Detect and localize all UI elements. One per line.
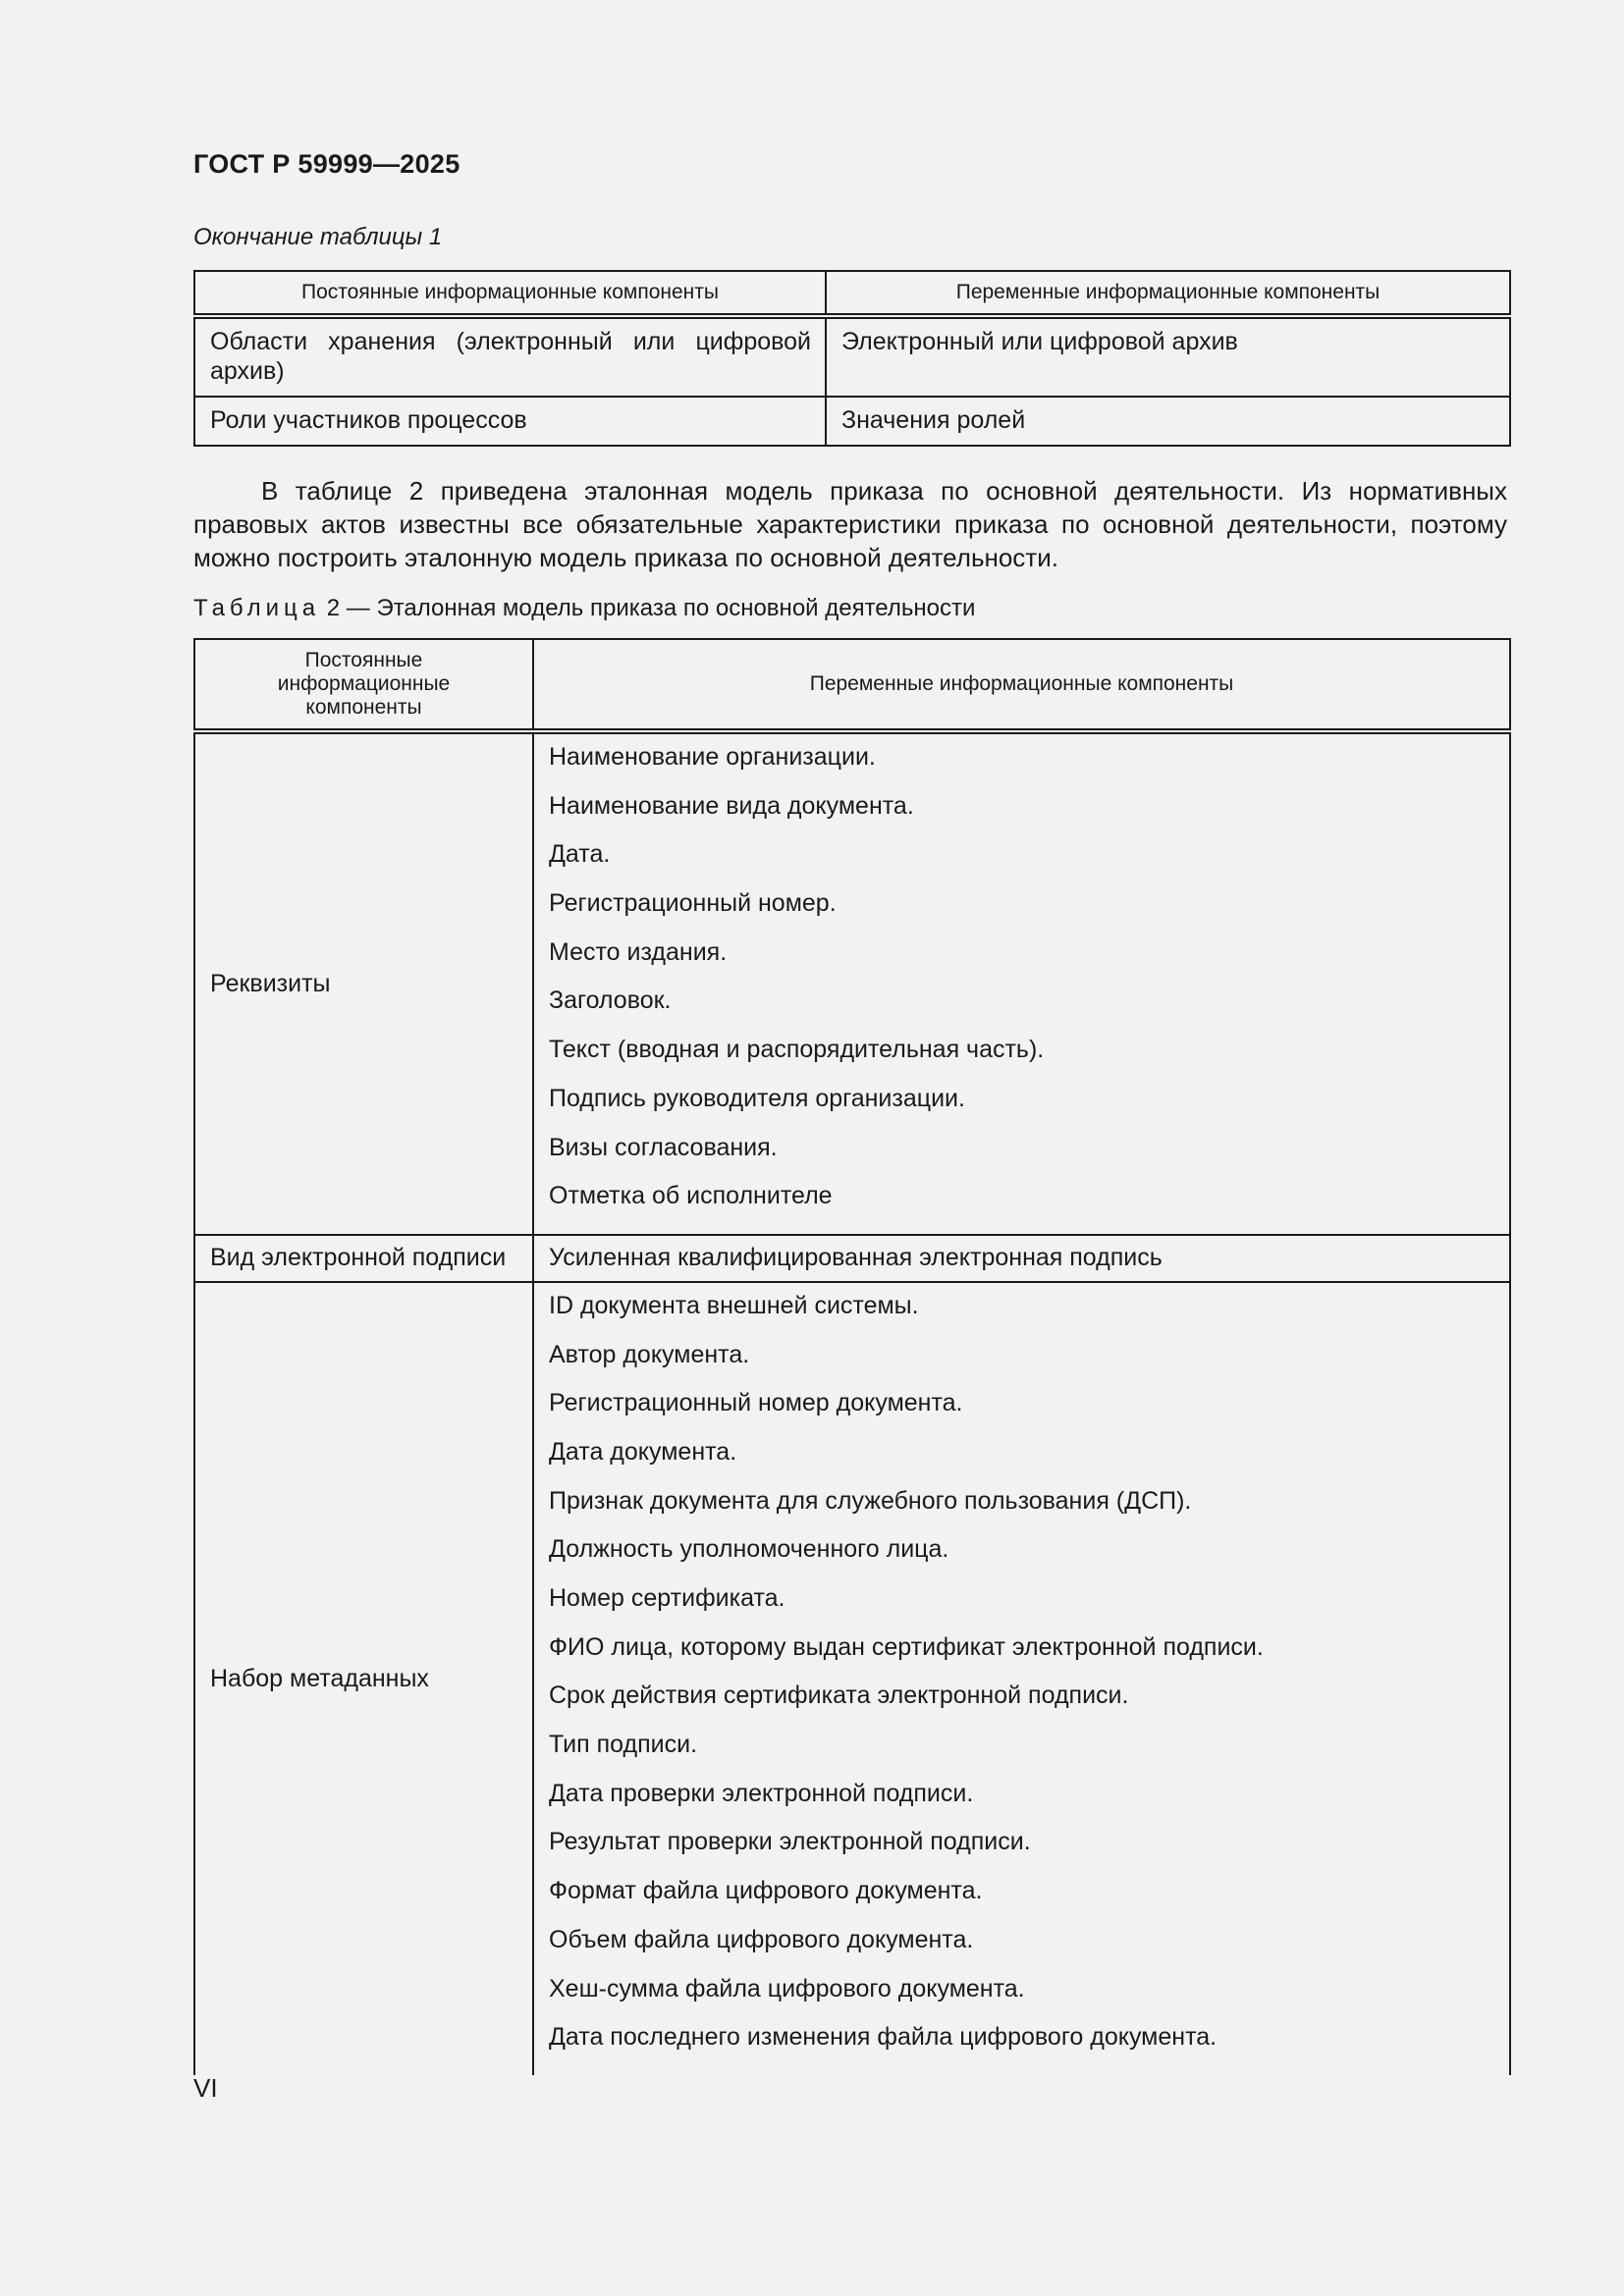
list-item: Номер сертификата. bbox=[549, 1584, 785, 1612]
standard-header: ГОСТ Р 59999—2025 bbox=[193, 149, 460, 179]
table2-cell-constant: Реквизиты bbox=[194, 731, 533, 1235]
body-paragraph: В таблице 2 приведена эталонная модель приказа по основной деятельности. Из нормативных правовых актов известны все обязательные характеристики приказа по основной деятельности, поэтому можно построить эталонную модель приказа по основной деятельности. bbox=[193, 476, 1507, 572]
list-item: Наименование вида документа. bbox=[549, 791, 914, 820]
cell-text-line: архив) bbox=[210, 357, 285, 385]
table2-header-row bbox=[194, 639, 1510, 731]
list-item: ФИО лица, которому выдан сертификат электронной подписи. bbox=[549, 1632, 1264, 1661]
table2-col-constant-label: Постоянные информационные компоненты bbox=[277, 649, 451, 719]
table1-cell-variable: Значения ролей bbox=[826, 397, 1510, 446]
table-row bbox=[194, 397, 1510, 446]
list-item: Формат файла цифрового документа. bbox=[549, 1877, 983, 1905]
list-item: Дата последнего изменения файла цифрового документа. bbox=[549, 2023, 1218, 2052]
list-item: Наименование организации. bbox=[549, 743, 876, 771]
table2-col-variable: Переменные информационные компоненты bbox=[533, 639, 1510, 731]
list-item: ID документа внешней системы. bbox=[549, 1291, 919, 1319]
list-item: Должность уполномоченного лица. bbox=[549, 1535, 949, 1564]
list-item: Автор документа. bbox=[549, 1340, 750, 1368]
table2 bbox=[193, 638, 1511, 2075]
table1-cell-variable: Электронный или цифровой архив bbox=[826, 316, 1510, 397]
list-item: Дата проверки электронной подписи. bbox=[549, 1779, 974, 1807]
table-row bbox=[194, 1235, 1510, 1282]
table2-cell-variable: Усиленная квалифицированная электронная подпись bbox=[533, 1235, 1510, 1282]
list-item: Заголовок. bbox=[549, 987, 672, 1015]
table2-col-constant bbox=[194, 639, 533, 731]
cell-text-line: Области хранения (электронный или цифровой bbox=[210, 328, 811, 355]
variable-list bbox=[549, 742, 1495, 1230]
variable-list bbox=[549, 1291, 1495, 2071]
list-item: Объем файла цифрового документа. bbox=[549, 1925, 974, 1953]
list-item: Регистрационный номер. bbox=[549, 889, 837, 918]
list-item: Подпись руководителя организации. bbox=[549, 1084, 965, 1112]
table1-cell-constant: Роли участников процессов bbox=[194, 397, 826, 446]
table2-cell-constant: Набор метаданных bbox=[194, 1282, 533, 2075]
table1-col-variable: Переменные информационные компоненты bbox=[826, 271, 1510, 316]
table-row bbox=[194, 1282, 1510, 2075]
table2-cell-variable bbox=[533, 731, 1510, 1235]
list-item: Место издания. bbox=[549, 937, 728, 966]
list-item: Дата документа. bbox=[549, 1437, 737, 1466]
list-item: Срок действия сертификата электронной подписи. bbox=[549, 1682, 1129, 1710]
table2-caption-text: 2 — Эталонная модель приказа по основной деятельности bbox=[320, 595, 976, 621]
table1-caption: Окончание таблицы 1 bbox=[193, 224, 443, 250]
table-row bbox=[194, 316, 1510, 397]
list-item: Визы согласования. bbox=[549, 1133, 778, 1161]
table1-cell-constant bbox=[194, 316, 826, 397]
table2-cell-constant: Вид электронной подписи bbox=[194, 1235, 533, 1282]
table2-caption-label: Таблица bbox=[193, 595, 321, 621]
list-item: Тип подписи. bbox=[549, 1731, 698, 1759]
list-item: Дата. bbox=[549, 840, 611, 869]
list-item: Признак документа для служебного пользования (ДСП). bbox=[549, 1486, 1192, 1515]
list-item: Текст (вводная и распорядительная часть). bbox=[549, 1036, 1045, 1064]
table1-header-row bbox=[194, 271, 1510, 316]
list-item: Хеш-сумма файла цифрового документа. bbox=[549, 1974, 1025, 2002]
list-item: Регистрационный номер документа. bbox=[549, 1389, 963, 1417]
table1-col-constant: Постоянные информационные компоненты bbox=[194, 271, 826, 316]
list-item: Результат проверки электронной подписи. bbox=[549, 1828, 1031, 1856]
table-row bbox=[194, 731, 1510, 1235]
table2-cell-variable bbox=[533, 1282, 1510, 2075]
page-number: VI bbox=[193, 2073, 218, 2103]
table1 bbox=[193, 270, 1511, 447]
table2-caption bbox=[193, 595, 975, 622]
list-item: Отметка об исполнителе bbox=[549, 1182, 833, 1210]
